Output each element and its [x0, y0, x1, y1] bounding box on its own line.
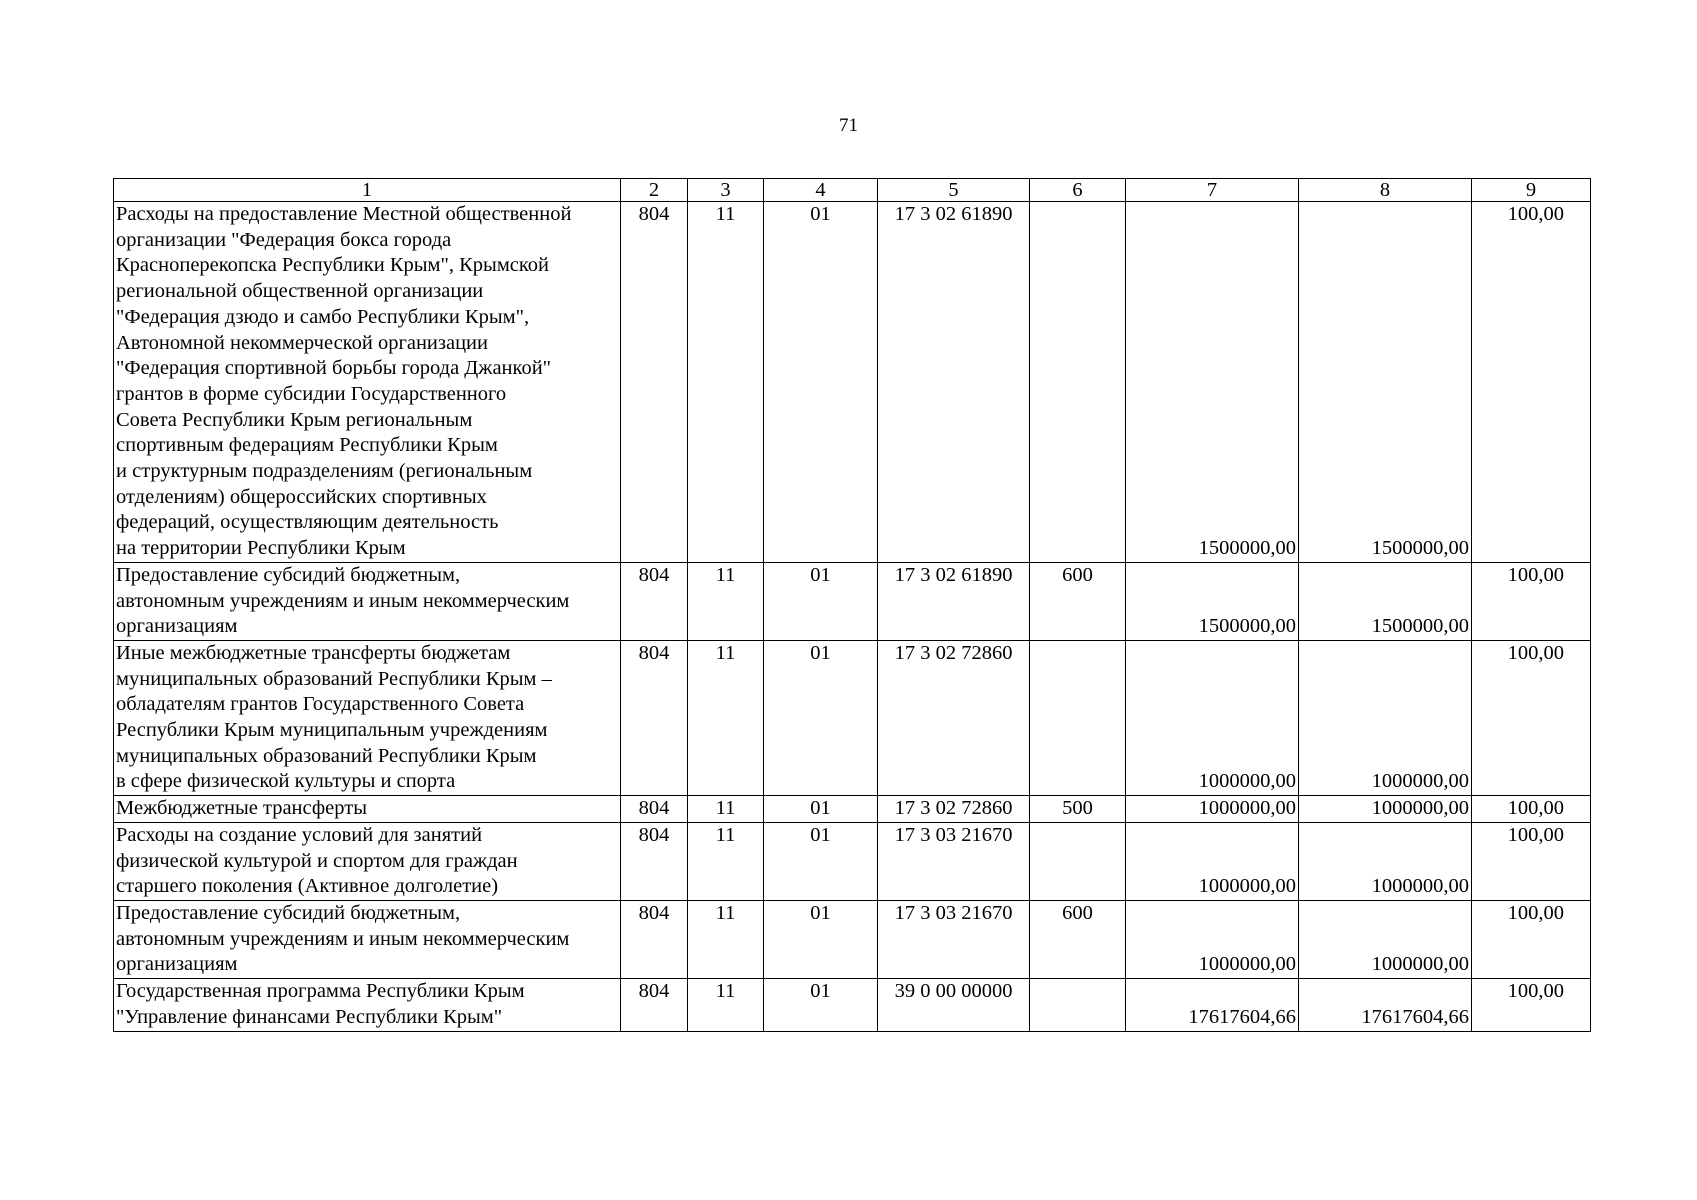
- subsection-code: 01: [764, 979, 878, 1031]
- target-article-code: 17 3 02 72860: [878, 640, 1030, 795]
- section-code: 11: [688, 640, 764, 795]
- subsection-code: 01: [764, 822, 878, 900]
- section-code: 11: [688, 822, 764, 900]
- executed-amount: 1000000,00: [1299, 640, 1472, 795]
- budget-table: [113, 178, 1591, 1032]
- execution-percent: 100,00: [1472, 562, 1591, 640]
- planned-amount: 1500000,00: [1126, 202, 1299, 563]
- planned-amount: 1000000,00: [1126, 900, 1299, 978]
- column-header: 9: [1472, 179, 1591, 202]
- target-article-code: 17 3 03 21670: [878, 900, 1030, 978]
- executed-amount: 1000000,00: [1299, 900, 1472, 978]
- column-header: 1: [114, 179, 621, 202]
- target-article-code: 39 0 00 00000: [878, 979, 1030, 1031]
- column-header: 6: [1030, 179, 1126, 202]
- section-code: 11: [688, 562, 764, 640]
- ministry-code: 804: [621, 202, 688, 563]
- target-article-code: 17 3 02 61890: [878, 562, 1030, 640]
- execution-percent: 100,00: [1472, 796, 1591, 823]
- subsection-code: 01: [764, 562, 878, 640]
- execution-percent: 100,00: [1472, 900, 1591, 978]
- subsection-code: 01: [764, 900, 878, 978]
- subsection-code: 01: [764, 640, 878, 795]
- executed-amount: 17617604,66: [1299, 979, 1472, 1031]
- section-code: 11: [688, 796, 764, 823]
- execution-percent: 100,00: [1472, 979, 1591, 1031]
- section-code: 11: [688, 979, 764, 1031]
- column-header: 4: [764, 179, 878, 202]
- planned-amount: 1000000,00: [1126, 822, 1299, 900]
- expense-type-code: [1030, 202, 1126, 563]
- table-row: [114, 979, 1591, 1031]
- expense-name: Расходы на создание условий для занятий физической культурой и спортом для граждан старшего поколения (Активное долголетие): [114, 822, 621, 900]
- ministry-code: 804: [621, 822, 688, 900]
- expense-name: Расходы на предоставление Местной общественной организации "Федерация бокса города Красноперекопска Республики Крым", Крымской региональной общественной организации "Федерация дзюдо и самбо Республики Крым", Автономной некоммерческой организации "Федерация спортивной борьбы города Джанкой" грантов в форме субсидии Государственного Совета Республики Крым региональным спортивным федерациям Республики Крым и структурным подразделениям (региональным отделениям) общероссийских спортивных федераций, осуществляющим деятельность на территории Республики Крым: [114, 202, 621, 563]
- ministry-code: 804: [621, 979, 688, 1031]
- execution-percent: 100,00: [1472, 822, 1591, 900]
- target-article-code: 17 3 02 72860: [878, 796, 1030, 823]
- expense-name: Предоставление субсидий бюджетным, автономным учреждениям и иным некоммерческим организациям: [114, 562, 621, 640]
- planned-amount: 17617604,66: [1126, 979, 1299, 1031]
- table-row: [114, 562, 1591, 640]
- planned-amount: 1500000,00: [1126, 562, 1299, 640]
- ministry-code: 804: [621, 640, 688, 795]
- table-row: [114, 822, 1591, 900]
- table-body: [114, 179, 1591, 1032]
- planned-amount: 1000000,00: [1126, 796, 1299, 823]
- execution-percent: 100,00: [1472, 202, 1591, 563]
- table-row: [114, 202, 1591, 563]
- executed-amount: 1000000,00: [1299, 822, 1472, 900]
- column-header: 8: [1299, 179, 1472, 202]
- column-header: 7: [1126, 179, 1299, 202]
- expense-name: Предоставление субсидий бюджетным, автономным учреждениям и иным некоммерческим организациям: [114, 900, 621, 978]
- expense-type-code: 600: [1030, 900, 1126, 978]
- subsection-code: 01: [764, 796, 878, 823]
- section-code: 11: [688, 900, 764, 978]
- header-row: [114, 179, 1591, 202]
- execution-percent: 100,00: [1472, 640, 1591, 795]
- page-number: 71: [839, 115, 858, 136]
- ministry-code: 804: [621, 562, 688, 640]
- table-row: [114, 796, 1591, 823]
- ministry-code: 804: [621, 900, 688, 978]
- expense-type-code: 600: [1030, 562, 1126, 640]
- column-header: 3: [688, 179, 764, 202]
- expense-type-code: [1030, 822, 1126, 900]
- executed-amount: 1000000,00: [1299, 796, 1472, 823]
- target-article-code: 17 3 02 61890: [878, 202, 1030, 563]
- executed-amount: 1500000,00: [1299, 202, 1472, 563]
- column-header: 2: [621, 179, 688, 202]
- expense-name: Иные межбюджетные трансферты бюджетам муниципальных образований Республики Крым – обладателям грантов Государственного Совета Республики Крым муниципальным учреждениям муниципальных образований Республики Крым в сфере физической культуры и спорта: [114, 640, 621, 795]
- section-code: 11: [688, 202, 764, 563]
- expense-type-code: 500: [1030, 796, 1126, 823]
- expense-name: Государственная программа Республики Крым "Управление финансами Республики Крым": [114, 979, 621, 1031]
- planned-amount: 1000000,00: [1126, 640, 1299, 795]
- table-row: [114, 640, 1591, 795]
- expense-name: Межбюджетные трансферты: [114, 796, 621, 823]
- expense-type-code: [1030, 640, 1126, 795]
- target-article-code: 17 3 03 21670: [878, 822, 1030, 900]
- ministry-code: 804: [621, 796, 688, 823]
- subsection-code: 01: [764, 202, 878, 563]
- executed-amount: 1500000,00: [1299, 562, 1472, 640]
- table-row: [114, 900, 1591, 978]
- column-header: 5: [878, 179, 1030, 202]
- expense-type-code: [1030, 979, 1126, 1031]
